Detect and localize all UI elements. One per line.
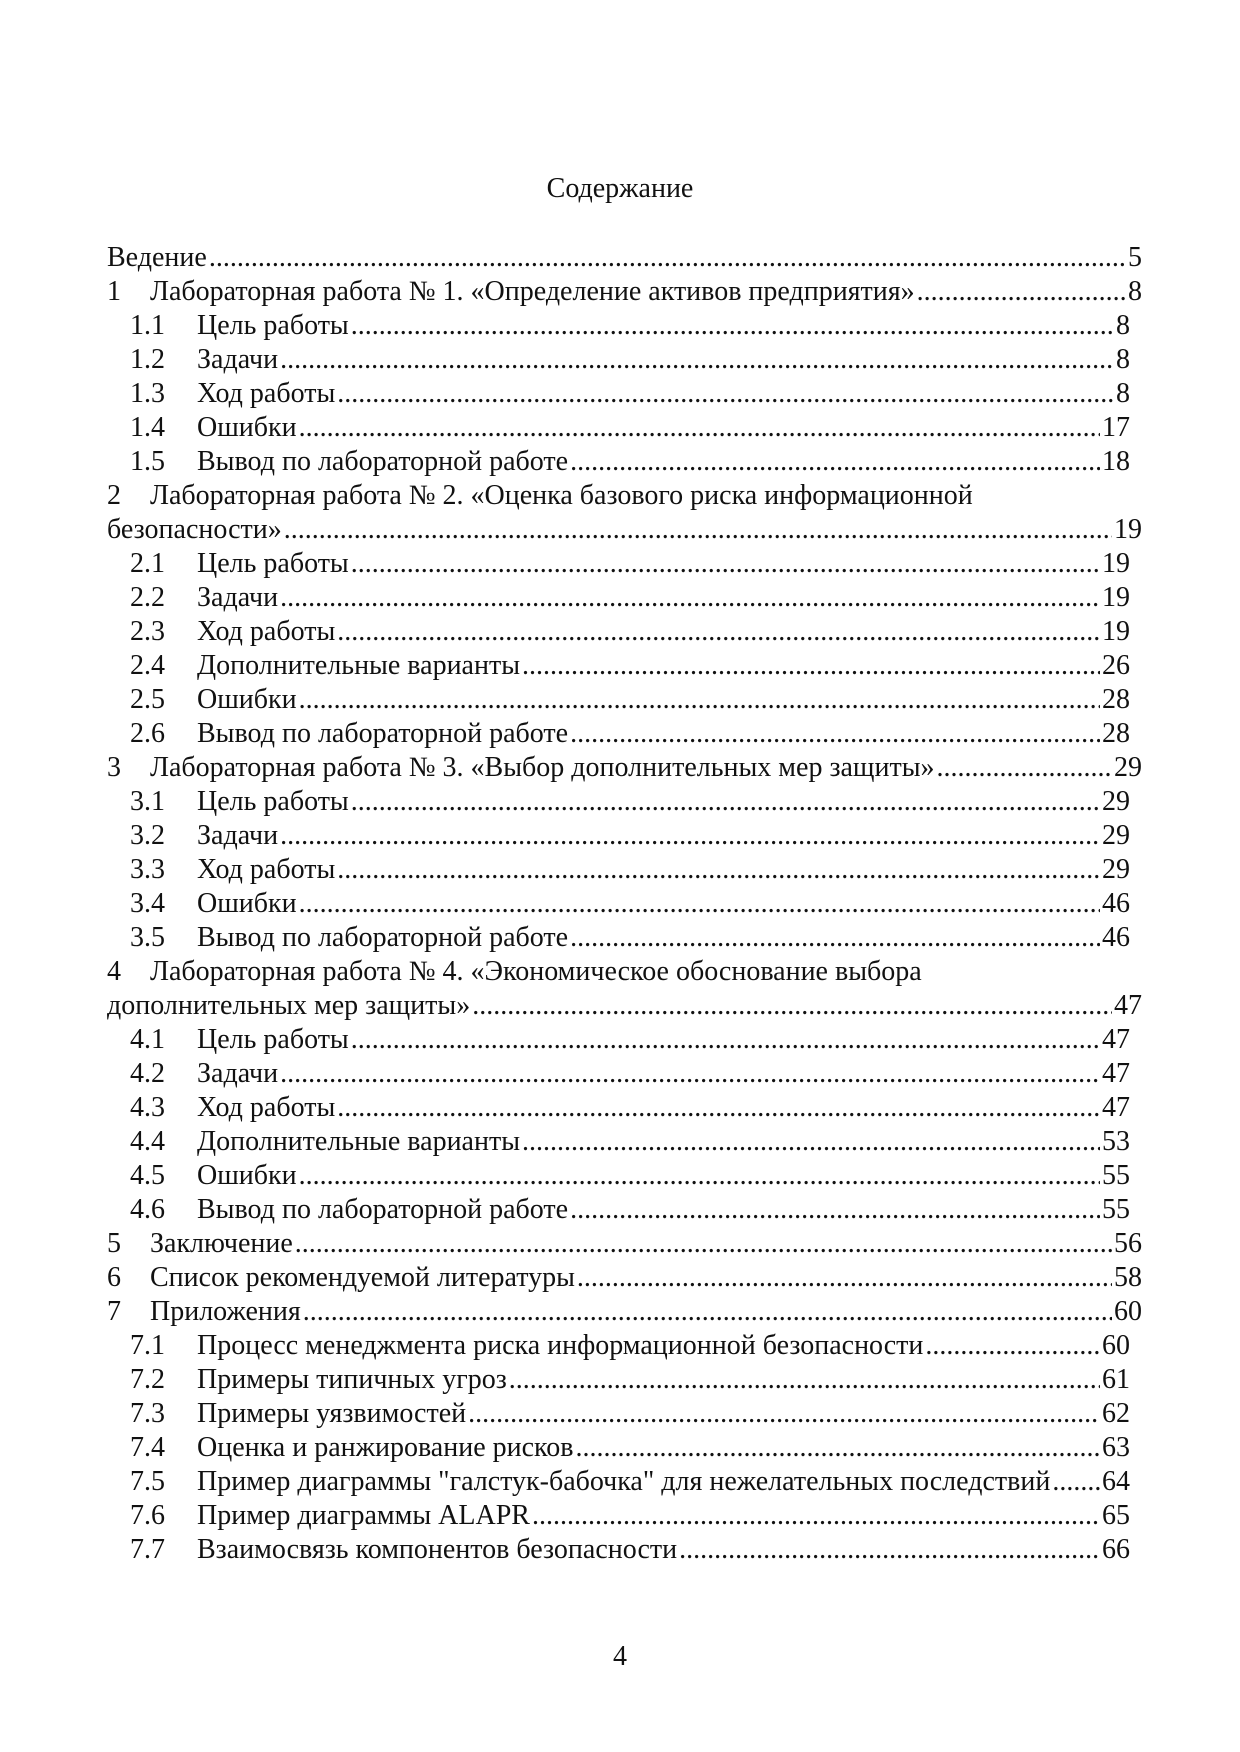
toc-entry-title: Дополнительные варианты [197, 1126, 521, 1157]
toc-entry-page: 55 [1102, 1194, 1130, 1225]
toc-entry-title: Цель работы [197, 310, 349, 341]
toc-entry-number: 1.4 [130, 412, 165, 443]
toc-entry-number: 2.1 [130, 548, 165, 579]
toc-entry-leader [570, 445, 1100, 479]
toc-entry[interactable] [107, 547, 1142, 581]
toc-entry-continuation[interactable] [107, 513, 1142, 547]
toc-entry-page: 29 [1102, 786, 1130, 817]
toc-entry-number: 1 [107, 276, 121, 307]
toc-entry-title: Пример диаграммы ALAPR [197, 1500, 530, 1531]
toc-entry[interactable] [107, 1193, 1142, 1227]
toc-entry-leader [937, 751, 1112, 785]
toc-entry-number: 5 [107, 1228, 121, 1259]
toc-entry-page: 46 [1102, 888, 1130, 919]
toc-entry-leader [925, 1329, 1100, 1363]
toc-entry-number: 4.5 [130, 1160, 165, 1191]
toc-entry-page: 60 [1102, 1330, 1130, 1361]
toc-entry-number: 3.5 [130, 922, 165, 953]
toc-entry[interactable] [107, 751, 1142, 785]
toc-entry-leader [570, 921, 1100, 955]
toc-entry-title: Ошибки [197, 412, 297, 443]
toc-entry[interactable] [107, 479, 1142, 513]
toc-entry-leader [575, 1431, 1100, 1465]
toc-entry-number: 1.1 [130, 310, 165, 341]
toc-entry-page: 66 [1102, 1534, 1130, 1565]
toc-entry[interactable] [107, 887, 1142, 921]
toc-entry[interactable] [107, 343, 1142, 377]
toc-entry-page: 29 [1102, 820, 1130, 851]
toc-entry-leader [299, 887, 1100, 921]
toc-entry-page: 19 [1102, 616, 1130, 647]
toc-entry-title: Приложения [150, 1296, 301, 1327]
toc-entry-leader [577, 1261, 1112, 1295]
toc-entry-title: Вывод по лабораторной работе [197, 718, 569, 749]
toc-entry-page: 19 [1114, 514, 1142, 545]
toc-entry[interactable] [107, 683, 1142, 717]
toc-entry-leader [522, 649, 1100, 683]
toc-entry-number: 7.3 [130, 1398, 165, 1429]
toc-entry-title: Вывод по лабораторной работе [197, 446, 569, 477]
toc-entry-title: Список рекомендуемой литературы [150, 1262, 575, 1293]
toc-entry-leader [351, 547, 1100, 581]
toc-entry-title: Лабораторная работа № 3. «Выбор дополнительных мер защиты» [150, 752, 935, 783]
toc-entry-number: 7.5 [130, 1466, 165, 1497]
toc-entry-page: 64 [1102, 1466, 1130, 1497]
toc-entry-leader [570, 717, 1100, 751]
toc-entry-page: 29 [1114, 752, 1142, 783]
toc-entry-number: 4 [107, 956, 121, 987]
toc-entry-number: 7.7 [130, 1534, 165, 1565]
toc-entry-leader [295, 1227, 1112, 1261]
toc-entry-leader [679, 1533, 1100, 1567]
toc-entry[interactable] [107, 445, 1142, 479]
toc-entry-title: Примеры типичных угроз [197, 1364, 507, 1395]
toc-entry-page: 55 [1102, 1160, 1130, 1191]
toc-entry-title: Цель работы [197, 1024, 349, 1055]
toc-entry-page: 17 [1102, 412, 1130, 443]
toc-entry-number: 7.4 [130, 1432, 165, 1463]
toc-entry-title: Ход работы [197, 854, 336, 885]
toc-entry-page: 28 [1102, 718, 1130, 749]
page-number: 4 [613, 1641, 627, 1672]
toc-entry-leader [509, 1363, 1100, 1397]
toc-entry-leader [337, 1091, 1100, 1125]
toc-entry-number: 4.6 [130, 1194, 165, 1225]
toc-entry-leader [280, 581, 1100, 615]
toc-entry-leader [280, 819, 1100, 853]
toc-entry-page: 8 [1116, 344, 1130, 375]
toc-entry[interactable] [107, 1159, 1142, 1193]
toc-entry[interactable] [107, 1329, 1142, 1363]
toc-entry-title: Задачи [197, 582, 279, 613]
toc-entry-title: Цель работы [197, 786, 349, 817]
toc-entry-page: 58 [1114, 1262, 1142, 1293]
toc-entry[interactable] [107, 853, 1142, 887]
toc-entry-page: 5 [1128, 242, 1142, 273]
toc-entry-number: 7.6 [130, 1500, 165, 1531]
toc-entry[interactable] [107, 1023, 1142, 1057]
toc-entry-number: 2.3 [130, 616, 165, 647]
toc-entry-number: 2 [107, 480, 121, 511]
toc-entry-page: 19 [1102, 582, 1130, 613]
toc-entry-title: Дополнительные варианты [197, 650, 521, 681]
toc-entry[interactable] [107, 1533, 1142, 1567]
toc-entry-number: 4.1 [130, 1024, 165, 1055]
toc-entry-page: 47 [1102, 1024, 1130, 1055]
toc-entry-page: 28 [1102, 684, 1130, 715]
toc-entry-leader [280, 1057, 1100, 1091]
toc-entry-page: 62 [1102, 1398, 1130, 1429]
toc-entry-page: 26 [1102, 650, 1130, 681]
toc-entry[interactable] [107, 1091, 1142, 1125]
table-of-contents [107, 241, 1142, 1567]
toc-entry-title: Пример диаграммы "галстук-бабочка" для нежелательных последствий [197, 1466, 1051, 1497]
toc-entry[interactable] [107, 1227, 1142, 1261]
toc-entry-number: 2.5 [130, 684, 165, 715]
toc-entry-page: 53 [1102, 1126, 1130, 1157]
toc-entry-leader [209, 241, 1126, 275]
toc-entry-page: 8 [1128, 276, 1142, 307]
toc-entry-title: Ведение [107, 242, 207, 273]
toc-entry-leader [917, 275, 1126, 309]
toc-entry[interactable] [107, 1431, 1142, 1465]
toc-entry-leader [532, 1499, 1100, 1533]
toc-entry-page: 63 [1102, 1432, 1130, 1463]
toc-entry-number: 3 [107, 752, 121, 783]
toc-entry-title: Ход работы [197, 616, 336, 647]
toc-entry-leader [284, 513, 1112, 547]
toc-entry-number: 4.3 [130, 1092, 165, 1123]
toc-entry[interactable] [107, 615, 1142, 649]
toc-entry[interactable] [107, 1057, 1142, 1091]
toc-entry-number: 4.4 [130, 1126, 165, 1157]
toc-entry-title: Ошибки [197, 1160, 297, 1191]
toc-entry[interactable] [107, 1125, 1142, 1159]
toc-entry-page: 47 [1114, 990, 1142, 1021]
toc-entry-leader [299, 683, 1100, 717]
toc-entry[interactable] [107, 309, 1142, 343]
toc-entry-page: 61 [1102, 1364, 1130, 1395]
toc-entry-leader [1052, 1465, 1100, 1499]
toc-entry-number: 2.4 [130, 650, 165, 681]
toc-entry-number: 1.5 [130, 446, 165, 477]
toc-entry[interactable] [107, 819, 1142, 853]
toc-entry[interactable] [107, 1363, 1142, 1397]
toc-entry-page: 18 [1102, 446, 1130, 477]
toc-entry-page: 29 [1102, 854, 1130, 885]
toc-entry[interactable] [107, 275, 1142, 309]
toc-entry-number: 3.4 [130, 888, 165, 919]
toc-entry-page: 60 [1114, 1296, 1142, 1327]
toc-entry-number: 3.3 [130, 854, 165, 885]
toc-entry-title: Процесс менеджмента риска информационной безопасности [197, 1330, 924, 1361]
toc-entry[interactable] [107, 785, 1142, 819]
toc-entry-title: Задачи [197, 1058, 279, 1089]
toc-entry-title: Лабораторная работа № 4. «Экономическое обоснование выбора [150, 956, 922, 987]
toc-entry-page: 65 [1102, 1500, 1130, 1531]
toc-entry[interactable] [107, 1397, 1142, 1431]
toc-entry-title: Примеры уязвимостей [197, 1398, 467, 1429]
toc-entry-leader [299, 411, 1100, 445]
toc-entry-page: 46 [1102, 922, 1130, 953]
toc-entry-page: 8 [1116, 378, 1130, 409]
toc-entry-title: Задачи [197, 344, 279, 375]
toc-entry-title: Вывод по лабораторной работе [197, 1194, 569, 1225]
toc-entry-leader [522, 1125, 1100, 1159]
toc-entry-title: Ход работы [197, 378, 336, 409]
toc-entry-leader [299, 1159, 1100, 1193]
toc-entry-title: Ошибки [197, 684, 297, 715]
toc-entry-leader [351, 309, 1114, 343]
toc-entry[interactable] [107, 649, 1142, 683]
toc-entry[interactable] [107, 717, 1142, 751]
toc-entry-title: Цель работы [197, 548, 349, 579]
toc-entry-leader [337, 377, 1114, 411]
toc-entry-continuation[interactable] [107, 989, 1142, 1023]
toc-entry-leader [337, 853, 1100, 887]
toc-entry-leader [351, 785, 1100, 819]
toc-entry-leader [337, 615, 1100, 649]
toc-title: Содержание [546, 173, 694, 204]
toc-entry[interactable] [107, 1465, 1142, 1499]
toc-entry[interactable] [107, 411, 1142, 445]
toc-entry-number: 3.1 [130, 786, 165, 817]
toc-entry[interactable] [107, 377, 1142, 411]
toc-entry-leader [280, 343, 1114, 377]
toc-entry-leader [570, 1193, 1100, 1227]
toc-entry-number: 4.2 [130, 1058, 165, 1089]
toc-entry-number: 2.2 [130, 582, 165, 613]
toc-entry-number: 7 [107, 1296, 121, 1327]
toc-entry-number: 2.6 [130, 718, 165, 749]
toc-entry-title: Лабораторная работа № 1. «Определение активов предприятия» [150, 276, 915, 307]
toc-entry-leader [351, 1023, 1100, 1057]
toc-entry-leader [303, 1295, 1112, 1329]
toc-entry[interactable] [107, 955, 1142, 989]
toc-entry-leader [472, 989, 1112, 1023]
toc-entry-title: Ошибки [197, 888, 297, 919]
toc-entry-title: Задачи [197, 820, 279, 851]
toc-entry-page: 47 [1102, 1058, 1130, 1089]
toc-entry[interactable] [107, 921, 1142, 955]
toc-entry-number: 1.3 [130, 378, 165, 409]
toc-entry[interactable] [107, 241, 1142, 275]
toc-entry-number: 7.2 [130, 1364, 165, 1395]
toc-entry-page: 8 [1116, 310, 1130, 341]
toc-entry-page: 56 [1114, 1228, 1142, 1259]
toc-entry-page: 47 [1102, 1092, 1130, 1123]
toc-entry-number: 7.1 [130, 1330, 165, 1361]
toc-entry-title-continued: безопасности» [107, 514, 282, 545]
toc-entry[interactable] [107, 1499, 1142, 1533]
toc-entry-title: Вывод по лабораторной работе [197, 922, 569, 953]
toc-entry-leader [468, 1397, 1100, 1431]
toc-entry-number: 1.2 [130, 344, 165, 375]
toc-entry[interactable] [107, 1295, 1142, 1329]
toc-entry-title: Оценка и ранжирование рисков [197, 1432, 574, 1463]
toc-entry-title-continued: дополнительных мер защиты» [107, 990, 471, 1021]
toc-entry[interactable] [107, 1261, 1142, 1295]
toc-entry-page: 19 [1102, 548, 1130, 579]
toc-entry-number: 3.2 [130, 820, 165, 851]
toc-entry-title: Взаимосвязь компонентов безопасности [197, 1534, 678, 1565]
toc-entry[interactable] [107, 581, 1142, 615]
toc-entry-number: 6 [107, 1262, 121, 1293]
toc-entry-title: Заключение [150, 1228, 293, 1259]
toc-entry-title: Лабораторная работа № 2. «Оценка базового риска информационной [150, 480, 973, 511]
toc-entry-title: Ход работы [197, 1092, 336, 1123]
